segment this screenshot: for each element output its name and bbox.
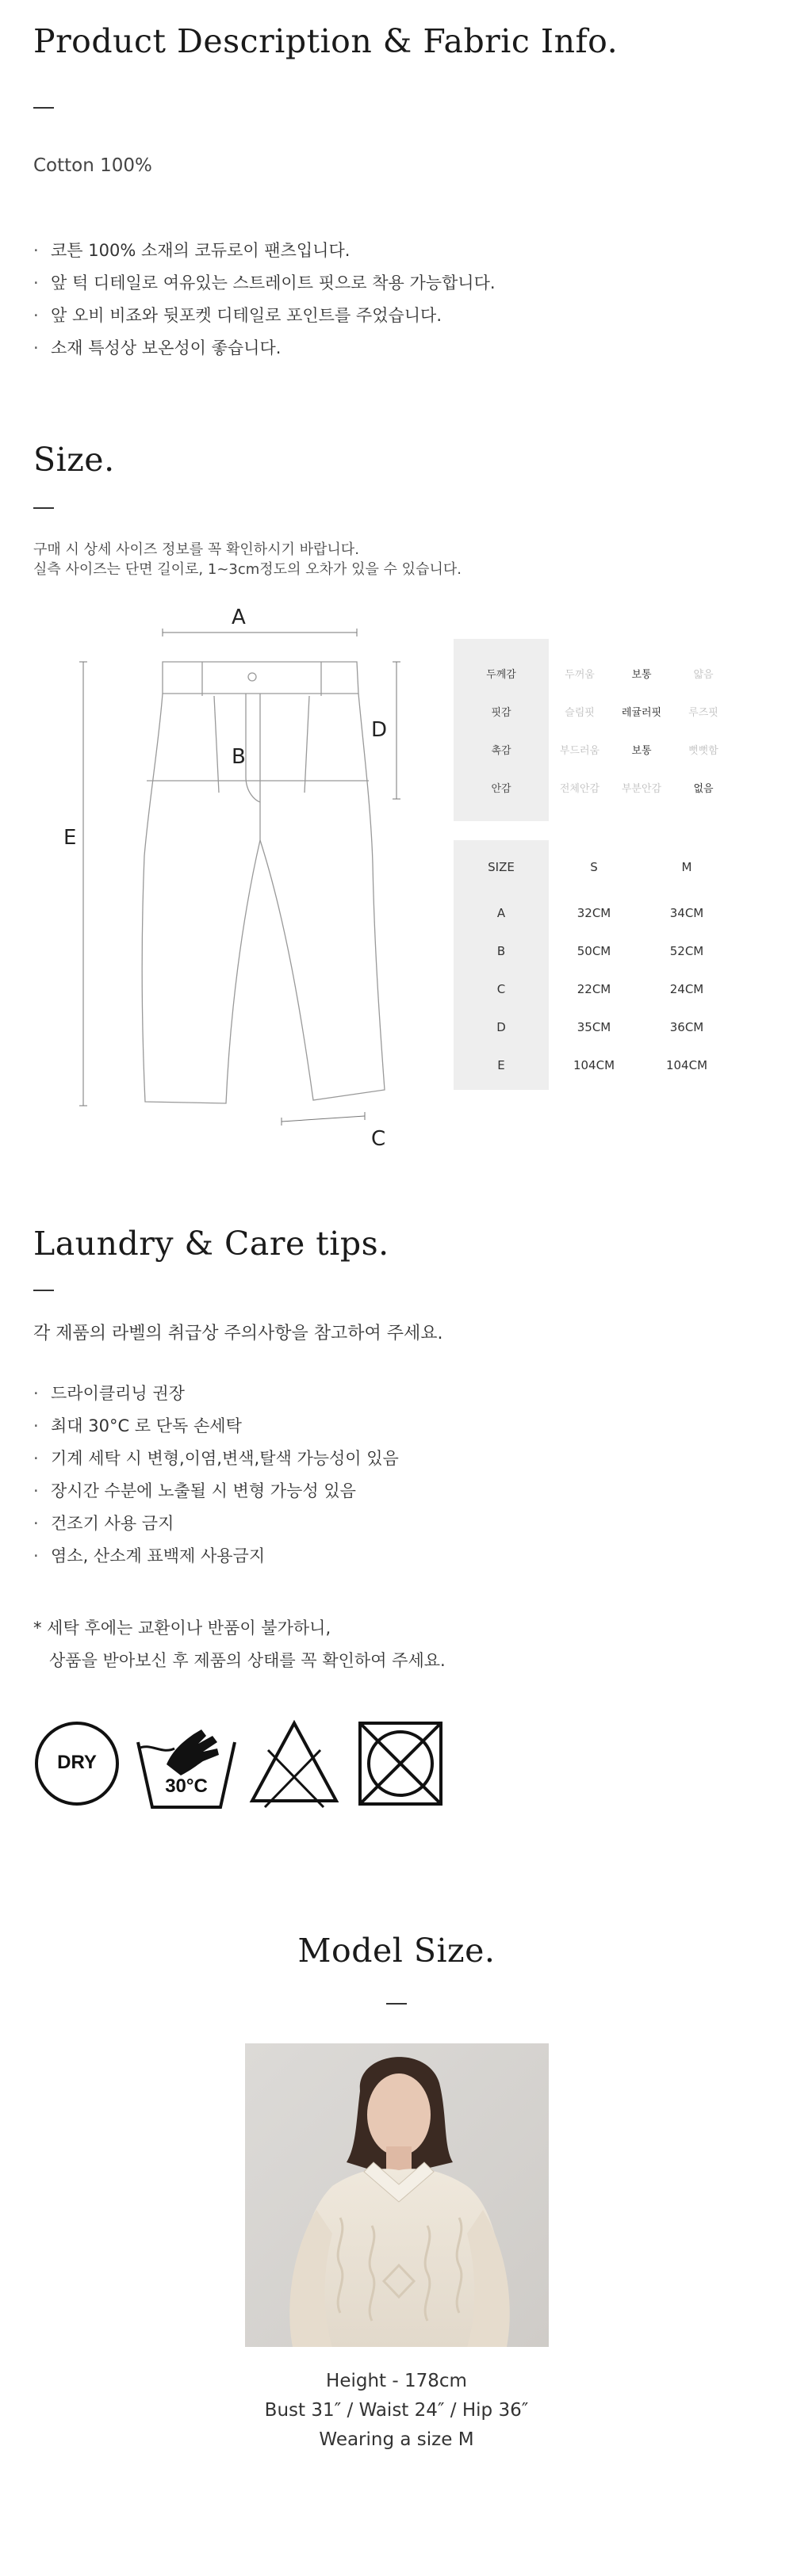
laundry-bullets: [33, 1378, 399, 1573]
size-cell: 36CM: [669, 1020, 704, 1034]
fit-option-selected: 없음: [693, 783, 714, 795]
fit-row-label: 촉감: [491, 745, 511, 757]
size-cell: 34CM: [669, 906, 704, 920]
laundry-intro: 각 제품의 라벨의 취급상 주의사항을 참고하여 주세요.: [33, 1324, 443, 1343]
table-row: [454, 970, 734, 1009]
fabric-info: Cotton 100%: [33, 155, 152, 176]
list-item: · 최대 30°C 로 단독 손세탁: [33, 1416, 242, 1435]
list-item: · 염소, 산소계 표백제 사용금지: [33, 1546, 266, 1565]
list-item: · 건조기 사용 금지: [33, 1514, 174, 1533]
size-cell: M: [681, 860, 692, 874]
size-cell: 104CM: [573, 1058, 615, 1072]
size-cell: 50CM: [577, 944, 611, 958]
title-divider: [33, 1290, 54, 1291]
title-divider: [33, 507, 54, 509]
size-table-header: [454, 848, 734, 887]
dry-clean-icon: DRY: [33, 1720, 121, 1807]
table-row: [454, 894, 734, 933]
size-cell: 22CM: [577, 982, 611, 996]
dimension-label-b: B: [232, 745, 246, 769]
model-height: Height - 178cm: [326, 2371, 467, 2391]
fit-option: 전체안감: [559, 783, 600, 795]
title-divider: [33, 107, 54, 109]
fit-row: [454, 653, 734, 691]
size-cell: 32CM: [577, 906, 611, 920]
fit-row: [454, 691, 734, 729]
model-title: Model Size.: [297, 1932, 496, 1970]
fit-option: 루즈핏: [688, 707, 718, 719]
size-row-label: C: [496, 982, 506, 996]
fit-row: [454, 767, 734, 805]
laundry-title: Laundry & Care tips.: [33, 1225, 389, 1263]
size-table: [454, 840, 734, 1090]
fit-option-selected: 보통: [631, 745, 652, 757]
fit-option-selected: 레귤러핏: [621, 707, 662, 719]
pants-illustration: [48, 602, 412, 1149]
table-row: [454, 932, 734, 971]
title-divider: [386, 2003, 407, 2005]
list-item: · 소재 특성상 보온성이 좋습니다.: [33, 338, 282, 357]
size-title: Size.: [33, 441, 115, 479]
product-bullets: [33, 235, 496, 365]
fit-row: [454, 729, 734, 767]
fit-option-selected: 보통: [631, 669, 652, 681]
size-row-label: E: [497, 1058, 505, 1072]
fit-option: 뻣뻣함: [688, 745, 718, 757]
size-row-label: B: [496, 944, 506, 958]
no-bleach-icon: [247, 1717, 341, 1809]
fit-option: 슬림핏: [565, 707, 595, 719]
list-item: · 기계 세탁 시 변형,이염,변색,탈색 가능성이 있음: [33, 1449, 399, 1468]
fit-row-label: 핏감: [491, 707, 511, 719]
no-tumble-dry-icon: [357, 1720, 444, 1807]
size-cell: S: [590, 860, 598, 874]
fit-option: 얇음: [693, 669, 714, 681]
size-row-label: A: [496, 906, 506, 920]
hand-wash-icon: 30°C: [135, 1718, 238, 1812]
dimension-label-c: C: [371, 1127, 386, 1151]
laundry-warning: * 세탁 후에는 교환이나 반품이 불가하니, 상품을 받아보신 후 제품의 상태를 꼭 확인하여 주세요.: [33, 1619, 446, 1670]
fit-option: 부분안감: [621, 783, 662, 795]
table-row: [454, 1046, 734, 1085]
model-info: [0, 2367, 793, 2455]
fit-table: [454, 639, 734, 821]
dimension-label-d: D: [371, 718, 388, 742]
size-cell: 104CM: [665, 1058, 708, 1072]
size-row-label: SIZE: [488, 860, 515, 874]
list-item: · 앞 오비 비죠와 뒷포켓 디테일로 포인트를 주었습니다.: [33, 306, 442, 325]
dimension-label-a: A: [232, 606, 246, 629]
fit-option: 부드러움: [559, 745, 600, 757]
size-row-label: D: [496, 1020, 506, 1034]
model-wearing-size: Wearing a size M: [319, 2429, 474, 2450]
size-note: 구매 시 상세 사이즈 정보를 꼭 확인하시기 바랍니다. 실측 사이즈는 단면 길이로, 1~3cm정도의 오차가 있을 수 있습니다.: [33, 541, 462, 578]
size-cell: 52CM: [669, 944, 704, 958]
fit-option: 두꺼움: [565, 669, 595, 681]
pants-diagram: [48, 602, 412, 1149]
fit-row-label: 두께감: [486, 669, 516, 681]
product-title: Product Description & Fabric Info.: [33, 22, 619, 60]
model-photo: [245, 2043, 549, 2347]
dimension-label-e: E: [63, 826, 77, 850]
list-item: · 코튼 100% 소재의 코듀로이 팬츠입니다.: [33, 241, 351, 260]
list-item: · 드라이클리닝 권장: [33, 1384, 185, 1403]
model-measurements: Bust 31″ / Waist 24″ / Hip 36″: [264, 2400, 529, 2421]
list-item: · 장시간 수분에 노출될 시 변형 가능성 있음: [33, 1481, 356, 1500]
fit-row-label: 안감: [491, 783, 511, 795]
table-row: [454, 1008, 734, 1047]
size-cell: 35CM: [577, 1020, 611, 1034]
list-item: · 앞 턱 디테일로 여유있는 스트레이트 핏으로 착용 가능합니다.: [33, 273, 496, 292]
size-cell: 24CM: [669, 982, 704, 996]
